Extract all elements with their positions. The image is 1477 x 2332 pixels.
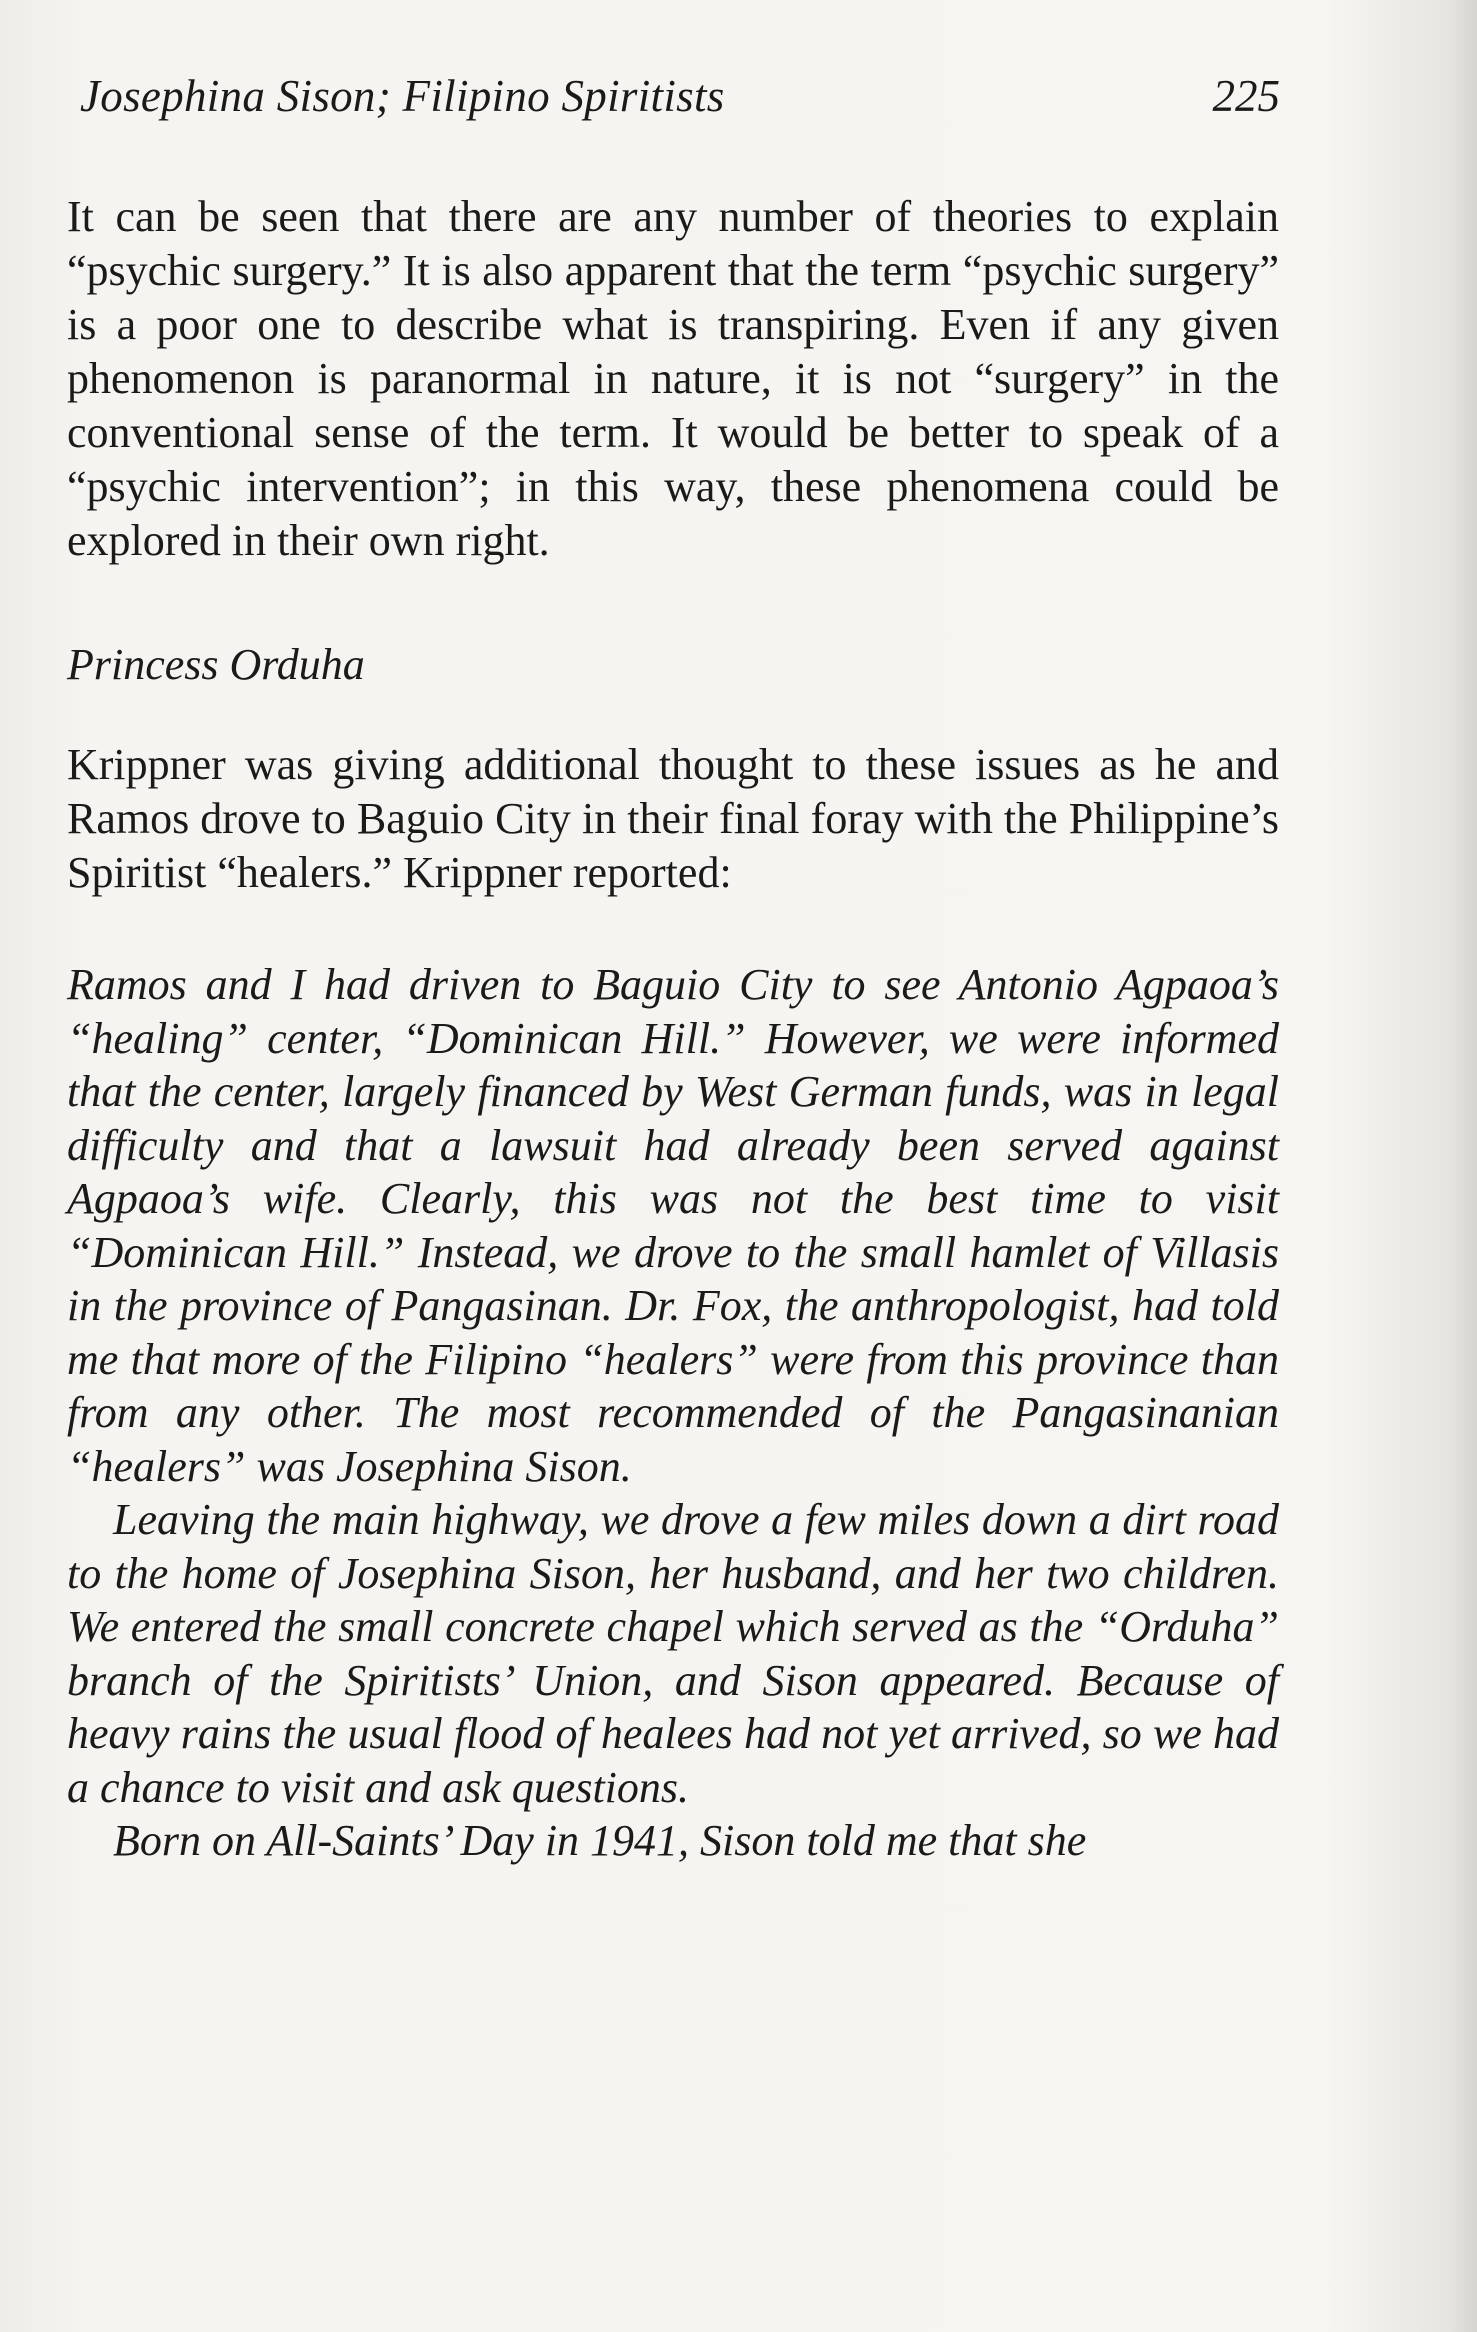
quote-paragraph-born: Born on All-Saints’ Day in 1941, Sison told me that she (113, 1816, 1087, 1865)
running-head (80, 66, 1280, 126)
quote-paragraph-baguio: Ramos and I had driven to Baguio City to see Antonio Agpaoa’s “healing” center, “Dominican Hill.” However, we were informed that the center, largely financed by West German funds, was in legal difficulty and that a lawsuit had already been served against Agpaoa’s wife. Clearly, this was not the best time to visit “Dominican Hill.” Instead, we drove to the small hamlet of Villasis in the province of Pangasinan. Dr. Fox, the anthropologist, had told me that more of the Filipino “healers” were from this province than from any other. The most recommended of the Pangasinanian “healers” was Josephina Sison. (67, 960, 1279, 1491)
body-text (67, 190, 1279, 1868)
page-edge-shadow (1447, 0, 1477, 2332)
page-number: 225 (1212, 71, 1280, 121)
block-quote (67, 958, 1279, 1868)
running-title: Josephina Sison; Filipino Spiritists (80, 71, 725, 121)
section-heading: Princess Orduha (67, 640, 365, 689)
quote-paragraph-sison-home: Leaving the main highway, we drove a few miles down a dirt road to the home of Josephina Sison, her husband, and her two children. We entered the small concrete chapel which served as the “Orduha” branch of the Spiritists’ Union, and Sison appeared. Because of heavy rains the usual flood of healees had not yet arrived, so we had a chance to visit and ask questions. (67, 1495, 1279, 1812)
paragraph-krippner: Krippner was giving additional thought to these issues as he and Ramos drove to Baguio City in their final foray with the Philippine’s Spiritist “healers.” Krippner reported: (67, 740, 1279, 897)
paragraph-theories: It can be seen that there are any number of theories to explain “psychic surgery.” It is also apparent that the term “psychic surgery” is a poor one to describe what is transpiring. Even if any given phenomenon is paranormal in nature, it is not “surgery” in the conventional sense of the term. It would be better to speak of a “psychic intervention”; in this way, these phenomena could be explored in their own right. (67, 192, 1279, 565)
